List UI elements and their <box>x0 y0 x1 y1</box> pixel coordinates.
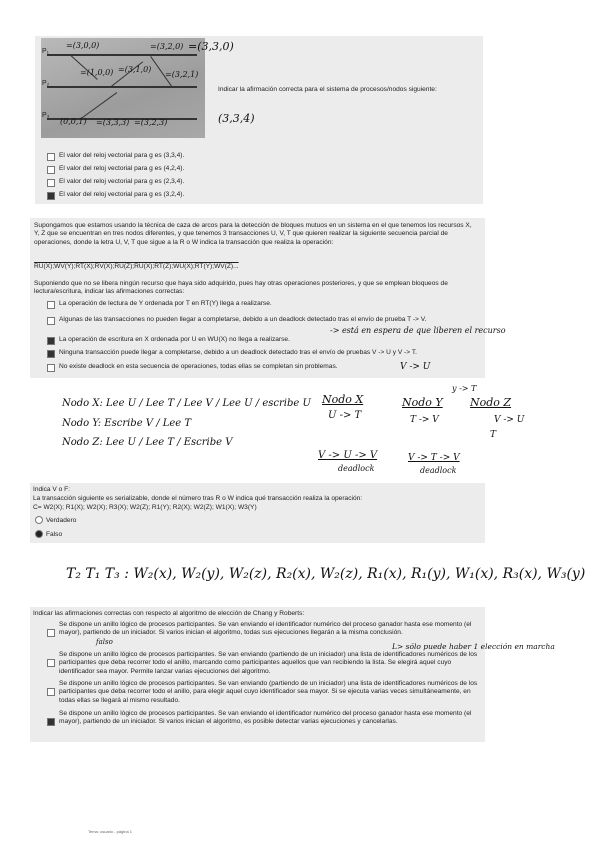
graph-y-t: y -> T <box>452 384 477 393</box>
annotation-falso: falso <box>96 638 113 646</box>
question-3-header: Indica V o F: <box>33 486 71 493</box>
graph-nodo-y: Nodo Y <box>402 396 443 409</box>
clock-label-g: (0,0,1) <box>60 117 87 126</box>
q2-option-5[interactable]: No existe deadlock en esta secuencia de operaciones, todas ellas se completan sin problemas. <box>47 363 338 372</box>
process-line-p2 <box>47 86 197 88</box>
checkbox-checked[interactable] <box>47 192 55 200</box>
q4-option-3[interactable]: Se dispone un anillo lógico de procesos participantes. Se van enviando (partiendo de un iniciador) una lista de identificadores numéricos de los participantes que deba recorrer todo el anillo, para elegir aquel cuyo identificador sea mayor. Si se ejecuta varias veces simultáneamente, en todas ellas se llegará al mismo resultado. <box>47 680 484 705</box>
q1-option-2[interactable]: El valor del reloj vectorial para g es (4,2,4). <box>47 165 184 174</box>
graph-deadlock-2: deadlock <box>420 466 457 475</box>
graph-deadlock-1: deadlock <box>338 464 375 473</box>
page-footer: Tema: usuario - página 1 <box>88 829 133 834</box>
checkbox-checked[interactable] <box>47 718 55 726</box>
radio-button[interactable] <box>35 516 43 524</box>
question-2-note: Suponiendo que no se libera ningún recurso que haya sido adquirido, pues hay otras operaciones posteriores, y que se emplean bloqueos de lectura/escritura, indicar las afirmaciones correctas: <box>34 280 448 296</box>
question-3-statement: La transacción siguiente es serializable, donde el número tras R o W indica qué transacción realiza la operación: <box>33 495 363 502</box>
q2-option-3[interactable]: La operación de escritura en X ordenada por U en WU(X) no llega a realizarse. <box>47 336 290 345</box>
annotation-eleccion: L> sólo puede haber 1 elección en marcha <box>392 642 555 651</box>
q4-option-2[interactable]: Se dispone un anillo lógico de procesos participantes. Se van enviando (partiendo de un iniciador) una lista de identificadores numéricos de los participantes que deba recorrer todo el anillo, marcando como participantes aquellos que van recibiendo la lista. Se elegirá aquel cuyo identificador sea mayor. Permite lanzar varias ejecuciones del algoritmo. <box>47 651 484 676</box>
q1-option-1[interactable]: El valor del reloj vectorial para g es (3,3,4). <box>47 152 184 161</box>
note-nodo-z: Nodo Z: Lee U / Lee T / Escribe V <box>62 437 233 448</box>
option-false[interactable]: Falso <box>35 530 62 539</box>
question-1-text: Indicar la afirmación correcta para el sistema de procesos/nodos siguiente: <box>218 86 437 93</box>
clock-label-d: =(1,0,0) <box>80 68 114 77</box>
schedule-note: T₂ T₁ T₃ : W₂(x), W₂(y), W₂(z), R₂(x), W₂(z), R₁(x), R₁(y), W₁(x), R₃(x), W₃(y) <box>66 566 586 582</box>
q2-option-2[interactable]: Algunas de las transacciones no pueden llegar a completarse, debido a un deadlock detectado tras el envío de prueba T -> V. <box>47 316 479 325</box>
checkbox-checked[interactable] <box>47 350 55 358</box>
checkbox[interactable] <box>47 179 55 187</box>
label-p1: P₁ <box>42 48 50 55</box>
label-p2: P₂ <box>42 80 50 87</box>
graph-v-t-v: V -> T -> V <box>408 453 460 463</box>
annotation-v-u: V -> U <box>400 362 431 372</box>
checkbox[interactable] <box>47 629 55 637</box>
q2-option-1[interactable]: La operación de lectura de Y ordenada por T en RT(Y) llega a realizarse. <box>47 300 479 309</box>
graph-nodo-z: Nodo Z <box>470 396 512 409</box>
clock-label-i: =(3,2,3) <box>134 118 168 127</box>
q4-option-1[interactable]: Se dispone un anillo lógico de procesos participantes. Se van enviando el identificador numérico del proceso ganador hasta ese momento (el mayor), partiendo de un iniciador. Si varios inician el algoritmo, todas sus ejecuciones llegarán a la misma conclusión. <box>47 621 484 638</box>
checkbox[interactable] <box>47 364 55 372</box>
q2-option-4[interactable]: Ninguna transacción puede llegar a completarse, debido a un deadlock detectado tras el envío de pruebas V -> U y V -> T. <box>47 349 489 358</box>
note-nodo-x: Nodo X: Lee U / Lee T / Lee V / Lee U / escribe U <box>62 398 311 409</box>
clock-label-c: =(3,3,0) <box>188 40 234 53</box>
radio-button-selected[interactable] <box>35 530 43 538</box>
graph-v-u-2: V -> U <box>494 415 525 425</box>
checkbox[interactable] <box>47 301 55 309</box>
graph-nodo-x: Nodo X <box>322 393 364 406</box>
graph-t: T <box>490 430 497 440</box>
operation-sequence: RU(X);WV(Y);RT(X);RV(X);RU(Z);RU(X);RT(Z);WU(X);RT(Y);WV(Z)... <box>34 263 239 270</box>
checkbox[interactable] <box>47 659 55 667</box>
clock-label-b: =(3,2,0) <box>150 42 184 51</box>
question-3-sequence: C= W2(X); R1(X); W2(X); R3(X); W2(Z); R1(Y); R2(X); W2(Z); W1(X); W3(Y) <box>33 504 257 511</box>
question-2-intro: Supongamos que estamos usando la técnica de caza de arcos para la detección de bloques mutuos en un sistema en el que tenemos los recursos X, Y, Z que se encuentran en tres nodos diferentes, y que tenemos 3 transacciones U, V, T que quieren realizar la siguiente secuencia parcial de operaciones, donde la letra U, V, T que sigue a la R o W indica la transacción que realiza la operación: <box>34 222 472 246</box>
clock-label-f: =(3,2,1) <box>165 70 199 79</box>
clock-label-a: =(3,0,0) <box>66 41 100 50</box>
message-arrow <box>81 92 117 119</box>
checkbox[interactable] <box>47 688 55 696</box>
clock-label-j: (3,3,4) <box>218 112 255 125</box>
q4-option-4[interactable]: Se dispone un anillo lógico de procesos participantes. Se van enviando el identificador numérico del proceso ganador hasta ese momento (el mayor), partiendo de un iniciador. Si varios inician el algoritmo, es posible detectar varias ejecuciones y cancelarlas. <box>47 710 484 727</box>
note-nodo-y: Nodo Y: Escribe V / Lee T <box>62 418 192 429</box>
question-4-text: Indicar las afirmaciones correctas con respecto al algoritmo de elección de Chang y Roberts: <box>33 610 305 617</box>
checkbox[interactable] <box>47 317 55 325</box>
checkbox[interactable] <box>47 166 55 174</box>
option-true[interactable]: Verdadero <box>35 516 76 525</box>
graph-v-u-v: V -> U -> V <box>318 450 378 461</box>
annotation-esta-espera: -> está en espera de que liberen el recurso <box>330 326 506 335</box>
label-p3: P₃ <box>42 112 50 119</box>
q1-option-3[interactable]: El valor del reloj vectorial para g es (2,3,4). <box>47 178 184 187</box>
graph-u-t: U -> T <box>328 410 362 421</box>
checkbox-checked[interactable] <box>47 337 55 345</box>
checkbox[interactable] <box>47 153 55 161</box>
q1-option-4[interactable]: El valor del reloj vectorial para g es (3,2,4). <box>47 191 184 200</box>
clock-label-e: =(3,1,0) <box>118 65 152 74</box>
question-3-panel <box>30 483 485 543</box>
clock-label-h: =(3,3,3) <box>96 118 130 127</box>
graph-t-v: T -> V <box>410 415 439 425</box>
